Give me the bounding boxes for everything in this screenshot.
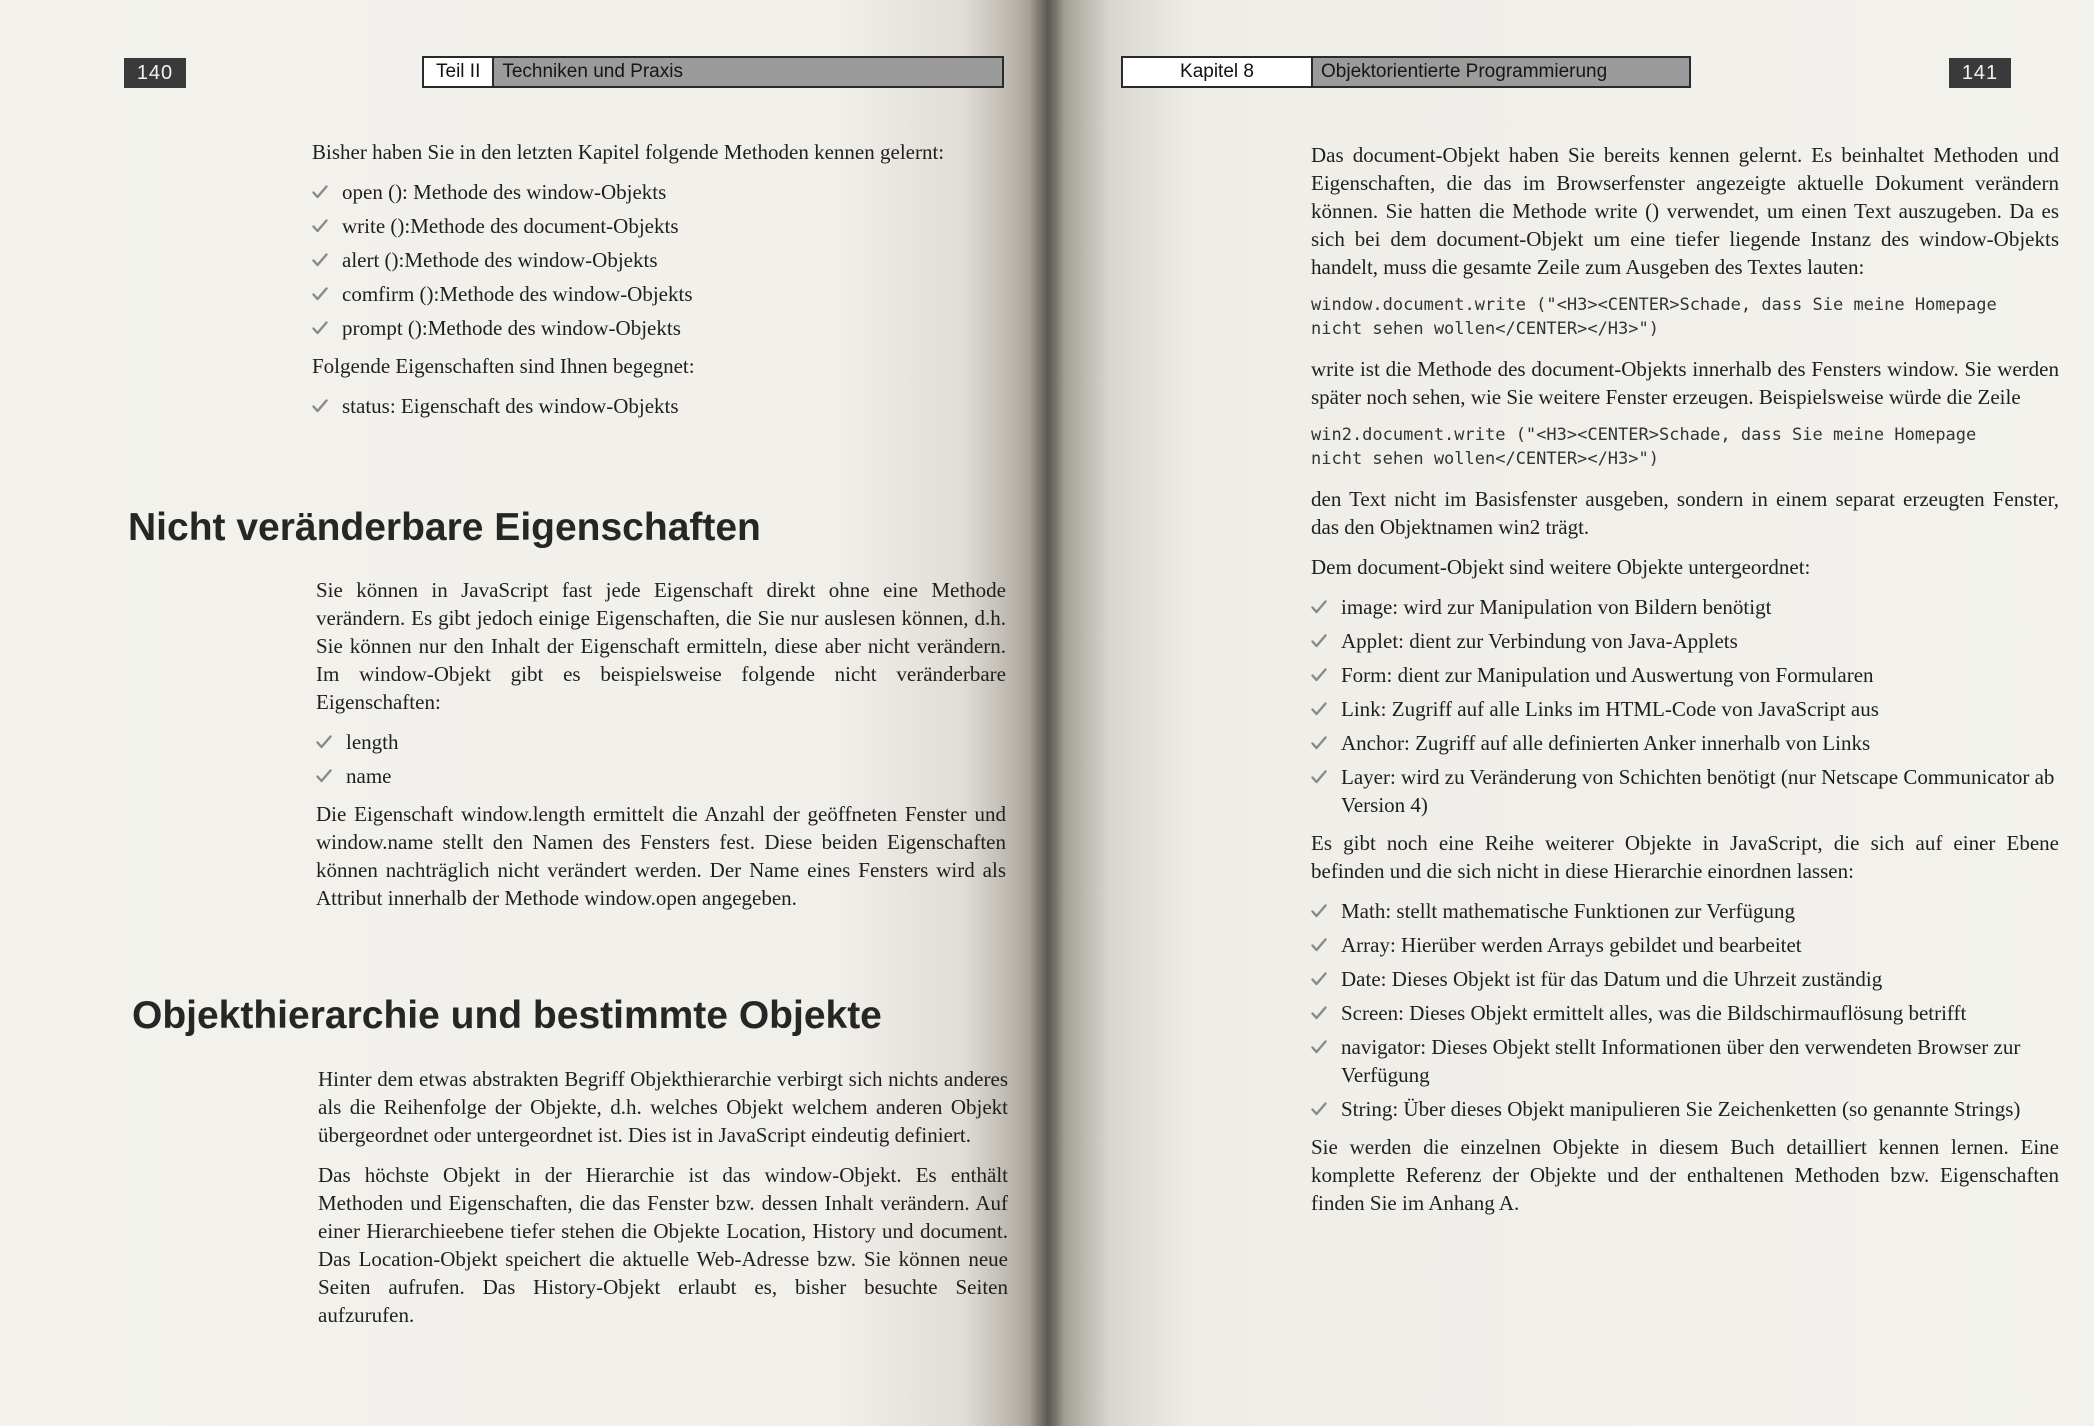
page-number-left: 140 xyxy=(124,58,186,88)
list-item xyxy=(316,762,1006,790)
list-item-text: image: wird zur Manipulation von Bildern benötigt xyxy=(1341,595,1772,619)
list-item xyxy=(312,212,1002,240)
check-icon xyxy=(1311,735,1327,751)
check-icon xyxy=(312,184,328,200)
list-item xyxy=(312,280,1002,308)
check-icon xyxy=(1311,633,1327,649)
closing-paragraph: Sie werden die einzelnen Objekte in diesem Buch detailliert kennen lernen. Eine komplette Referenz der Objekte und der enthaltenen Methoden bzw. Eigenschaften finden Sie im Anhang A. xyxy=(1311,1135,2059,1215)
list-item xyxy=(1311,999,2059,1027)
list-item xyxy=(1311,1033,2059,1089)
list-item-text: navigator: Dieses Objekt stellt Informationen über den verwendeten Browser zur Verfügung xyxy=(1341,1035,2021,1087)
header-topic-label: Techniken und Praxis xyxy=(494,58,1002,86)
list-item-text: Date: Dieses Objekt ist für das Datum und die Uhrzeit zuständig xyxy=(1341,967,1883,991)
check-icon xyxy=(1311,769,1327,785)
list-item-text: comfirm ():Methode des window-Objekts xyxy=(342,282,693,306)
list-item xyxy=(1311,695,2059,723)
list-item xyxy=(1311,593,2059,621)
list-item-text: write ():Methode des document-Objekts xyxy=(342,214,679,238)
check-icon xyxy=(1311,937,1327,953)
other-objects-intro: Es gibt noch eine Reihe weiterer Objekte in JavaScript, die sich auf einer Ebene befinden und die sich nicht in diese Hierarchie einordnen lassen: xyxy=(1311,831,2059,883)
section1-list xyxy=(316,728,1006,790)
win2-paragraph: den Text nicht im Basisfenster ausgeben, sondern in einem separat erzeugten Fenster, das den Objektnamen win2 trägt. xyxy=(1311,487,2059,539)
intro-block xyxy=(312,138,1002,430)
list-item-text: alert ():Methode des window-Objekts xyxy=(342,248,658,272)
heading-objekthierarchie: Objekthierarchie und bestimmte Objekte xyxy=(132,994,882,1037)
list-item xyxy=(1311,729,2059,757)
sub-objects-intro: Dem document-Objekt sind weitere Objekte untergeordnet: xyxy=(1311,555,1811,579)
list-item-text: Link: Zugriff auf alle Links im HTML-Code von JavaScript aus xyxy=(1341,697,1879,721)
check-icon xyxy=(1311,667,1327,683)
check-icon xyxy=(312,286,328,302)
check-icon xyxy=(1311,971,1327,987)
other-objects-list xyxy=(1311,897,2059,1123)
list-item-text: prompt ():Methode des window-Objekts xyxy=(342,316,681,340)
header-part-label: Teil II xyxy=(424,58,494,86)
check-icon xyxy=(1311,1101,1327,1117)
check-icon xyxy=(316,734,332,750)
list-item-text: String: Über dieses Objekt manipulieren Sie Zeichenketten (so genannte Strings) xyxy=(1341,1097,2021,1121)
methods-list xyxy=(312,178,1002,342)
check-icon xyxy=(316,768,332,784)
check-icon xyxy=(312,252,328,268)
right-content-block xyxy=(1311,141,2059,1229)
section1-block xyxy=(316,576,1006,924)
check-icon xyxy=(312,320,328,336)
header-chapter-label: Kapitel 8 xyxy=(1123,58,1313,86)
right-page xyxy=(1047,0,2094,1426)
code-win2-document-write: win2.document.write ("<H3><CENTER>Schade, dass Sie meine Homepage nicht sehen wollen</CENTER></H3>") xyxy=(1311,425,1977,469)
list-item xyxy=(312,392,1002,420)
list-item-text: Applet: dient zur Verbindung von Java-Applets xyxy=(1341,629,1738,653)
list-item-text: Form: dient zur Manipulation und Auswertung von Formularen xyxy=(1341,663,1874,687)
check-icon xyxy=(1311,701,1327,717)
book-gutter-shadow xyxy=(1030,0,1064,1426)
section1-paragraph-1: Sie können in JavaScript fast jede Eigenschaft direkt ohne eine Methode verändern. Es gibt jedoch einige Eigenschaften, die Sie nur auslesen können, d.h. Sie können nur den Inhalt der Eigenschaft ermitteln, diese aber nicht verändern. Im window-Objekt gibt es beispielsweise folgende nicht veränderbare Eigenschaften: xyxy=(316,578,1006,714)
section2-block xyxy=(318,1065,1008,1341)
list-item xyxy=(1311,1095,2059,1123)
check-icon xyxy=(1311,903,1327,919)
list-item xyxy=(1311,931,2059,959)
check-icon xyxy=(1311,1039,1327,1055)
list-item xyxy=(312,314,1002,342)
code-window-document-write: window.document.write ("<H3><CENTER>Schade, dass Sie meine Homepage nicht sehen wollen</CENTER></H3>") xyxy=(1311,295,1997,339)
check-icon xyxy=(312,398,328,414)
write-method-paragraph: write ist die Methode des document-Objekts innerhalb des Fensters window. Sie werden später noch sehen, wie Sie weitere Fenster erzeugen. Beispielsweise würde die Zeile xyxy=(1311,357,2059,409)
list-item xyxy=(312,178,1002,206)
list-item xyxy=(1311,897,2059,925)
list-item xyxy=(1311,965,2059,993)
header-topic-label-right: Objektorientierte Programmierung xyxy=(1313,58,1689,86)
list-item-text: status: Eigenschaft des window-Objekts xyxy=(342,394,679,418)
properties-intro: Folgende Eigenschaften sind Ihnen begegnet: xyxy=(312,354,695,378)
section2-paragraph-2: Das höchste Objekt in der Hierarchie ist das window-Objekt. Es enthält Methoden und Eigenschaften, die das Fenster bzw. dessen Inhalt verändern. Auf einer Hierarchieebene tiefer stehen die Objekte Location, History und document. Das Location-Objekt speichert die aktuelle Web-Adresse bzw. Sie können neue Seiten aufrufen. Das History-Objekt erlaubt es, bisher besuchte Seiten aufzurufen. xyxy=(318,1163,1008,1327)
list-item-text: Anchor: Zugriff auf alle definierten Anker innerhalb von Links xyxy=(1341,731,1871,755)
running-header-right xyxy=(1121,56,1691,88)
list-item xyxy=(1311,763,2059,819)
section1-paragraph-2: Die Eigenschaft window.length ermittelt die Anzahl der geöffneten Fenster und window.name stellt den Namen des Fensters fest. Diese beiden Eigenschaften können nachträglich nicht verändert werden. Der Name eines Fensters wird als Attribut innerhalb der Methode window.open angegeben. xyxy=(316,802,1006,910)
check-icon xyxy=(1311,599,1327,615)
check-icon xyxy=(1311,1005,1327,1021)
list-item-text: Screen: Dieses Objekt ermittelt alles, was die Bildschirmauflösung betrifft xyxy=(1341,1001,1967,1025)
section2-paragraph-1: Hinter dem etwas abstrakten Begriff Objekthierarchie verbirgt sich nichts anderes als die Reihenfolge der Objekte, d.h. welches Objekt welchem anderen Objekt übergeordnet oder untergeordnet ist. Dies ist in JavaScript eindeutig definiert. xyxy=(318,1067,1008,1147)
list-item xyxy=(312,246,1002,274)
page-number-right: 141 xyxy=(1949,58,2011,88)
list-item xyxy=(1311,661,2059,689)
running-header-left xyxy=(422,56,1004,88)
intro-paragraph: Bisher haben Sie in den letzten Kapitel folgende Methoden kennen gelernt: xyxy=(312,140,945,164)
list-item xyxy=(1311,627,2059,655)
heading-nicht-veraenderbare: Nicht veränderbare Eigenschaften xyxy=(128,506,761,549)
check-icon xyxy=(312,218,328,234)
list-item xyxy=(316,728,1006,756)
list-item-text: length xyxy=(346,730,399,754)
list-item-text: name xyxy=(346,764,392,788)
properties-list xyxy=(312,392,1002,420)
document-subobjects-list xyxy=(1311,593,2059,819)
document-object-paragraph: Das document-Objekt haben Sie bereits kennen gelernt. Es beinhaltet Methoden und Eigenschaften, die das im Browserfenster angezeigte aktuelle Dokument verändern können. Sie hatten die Methode write () verwendet, um einen Text auszugeben. Da es sich bei dem document-Objekt um eine tiefer liegende Instanz des window-Objekts handelt, muss die gesamte Zeile zum Ausgeben des Textes lauten: xyxy=(1311,143,2059,279)
list-item-text: Array: Hierüber werden Arrays gebildet und bearbeitet xyxy=(1341,933,1802,957)
list-item-text: Layer: wird zu Veränderung von Schichten benötigt (nur Netscape Communicator ab Version 4) xyxy=(1341,765,2055,817)
list-item-text: Math: stellt mathematische Funktionen zur Verfügung xyxy=(1341,899,1795,923)
list-item-text: open (): Methode des window-Objekts xyxy=(342,180,667,204)
